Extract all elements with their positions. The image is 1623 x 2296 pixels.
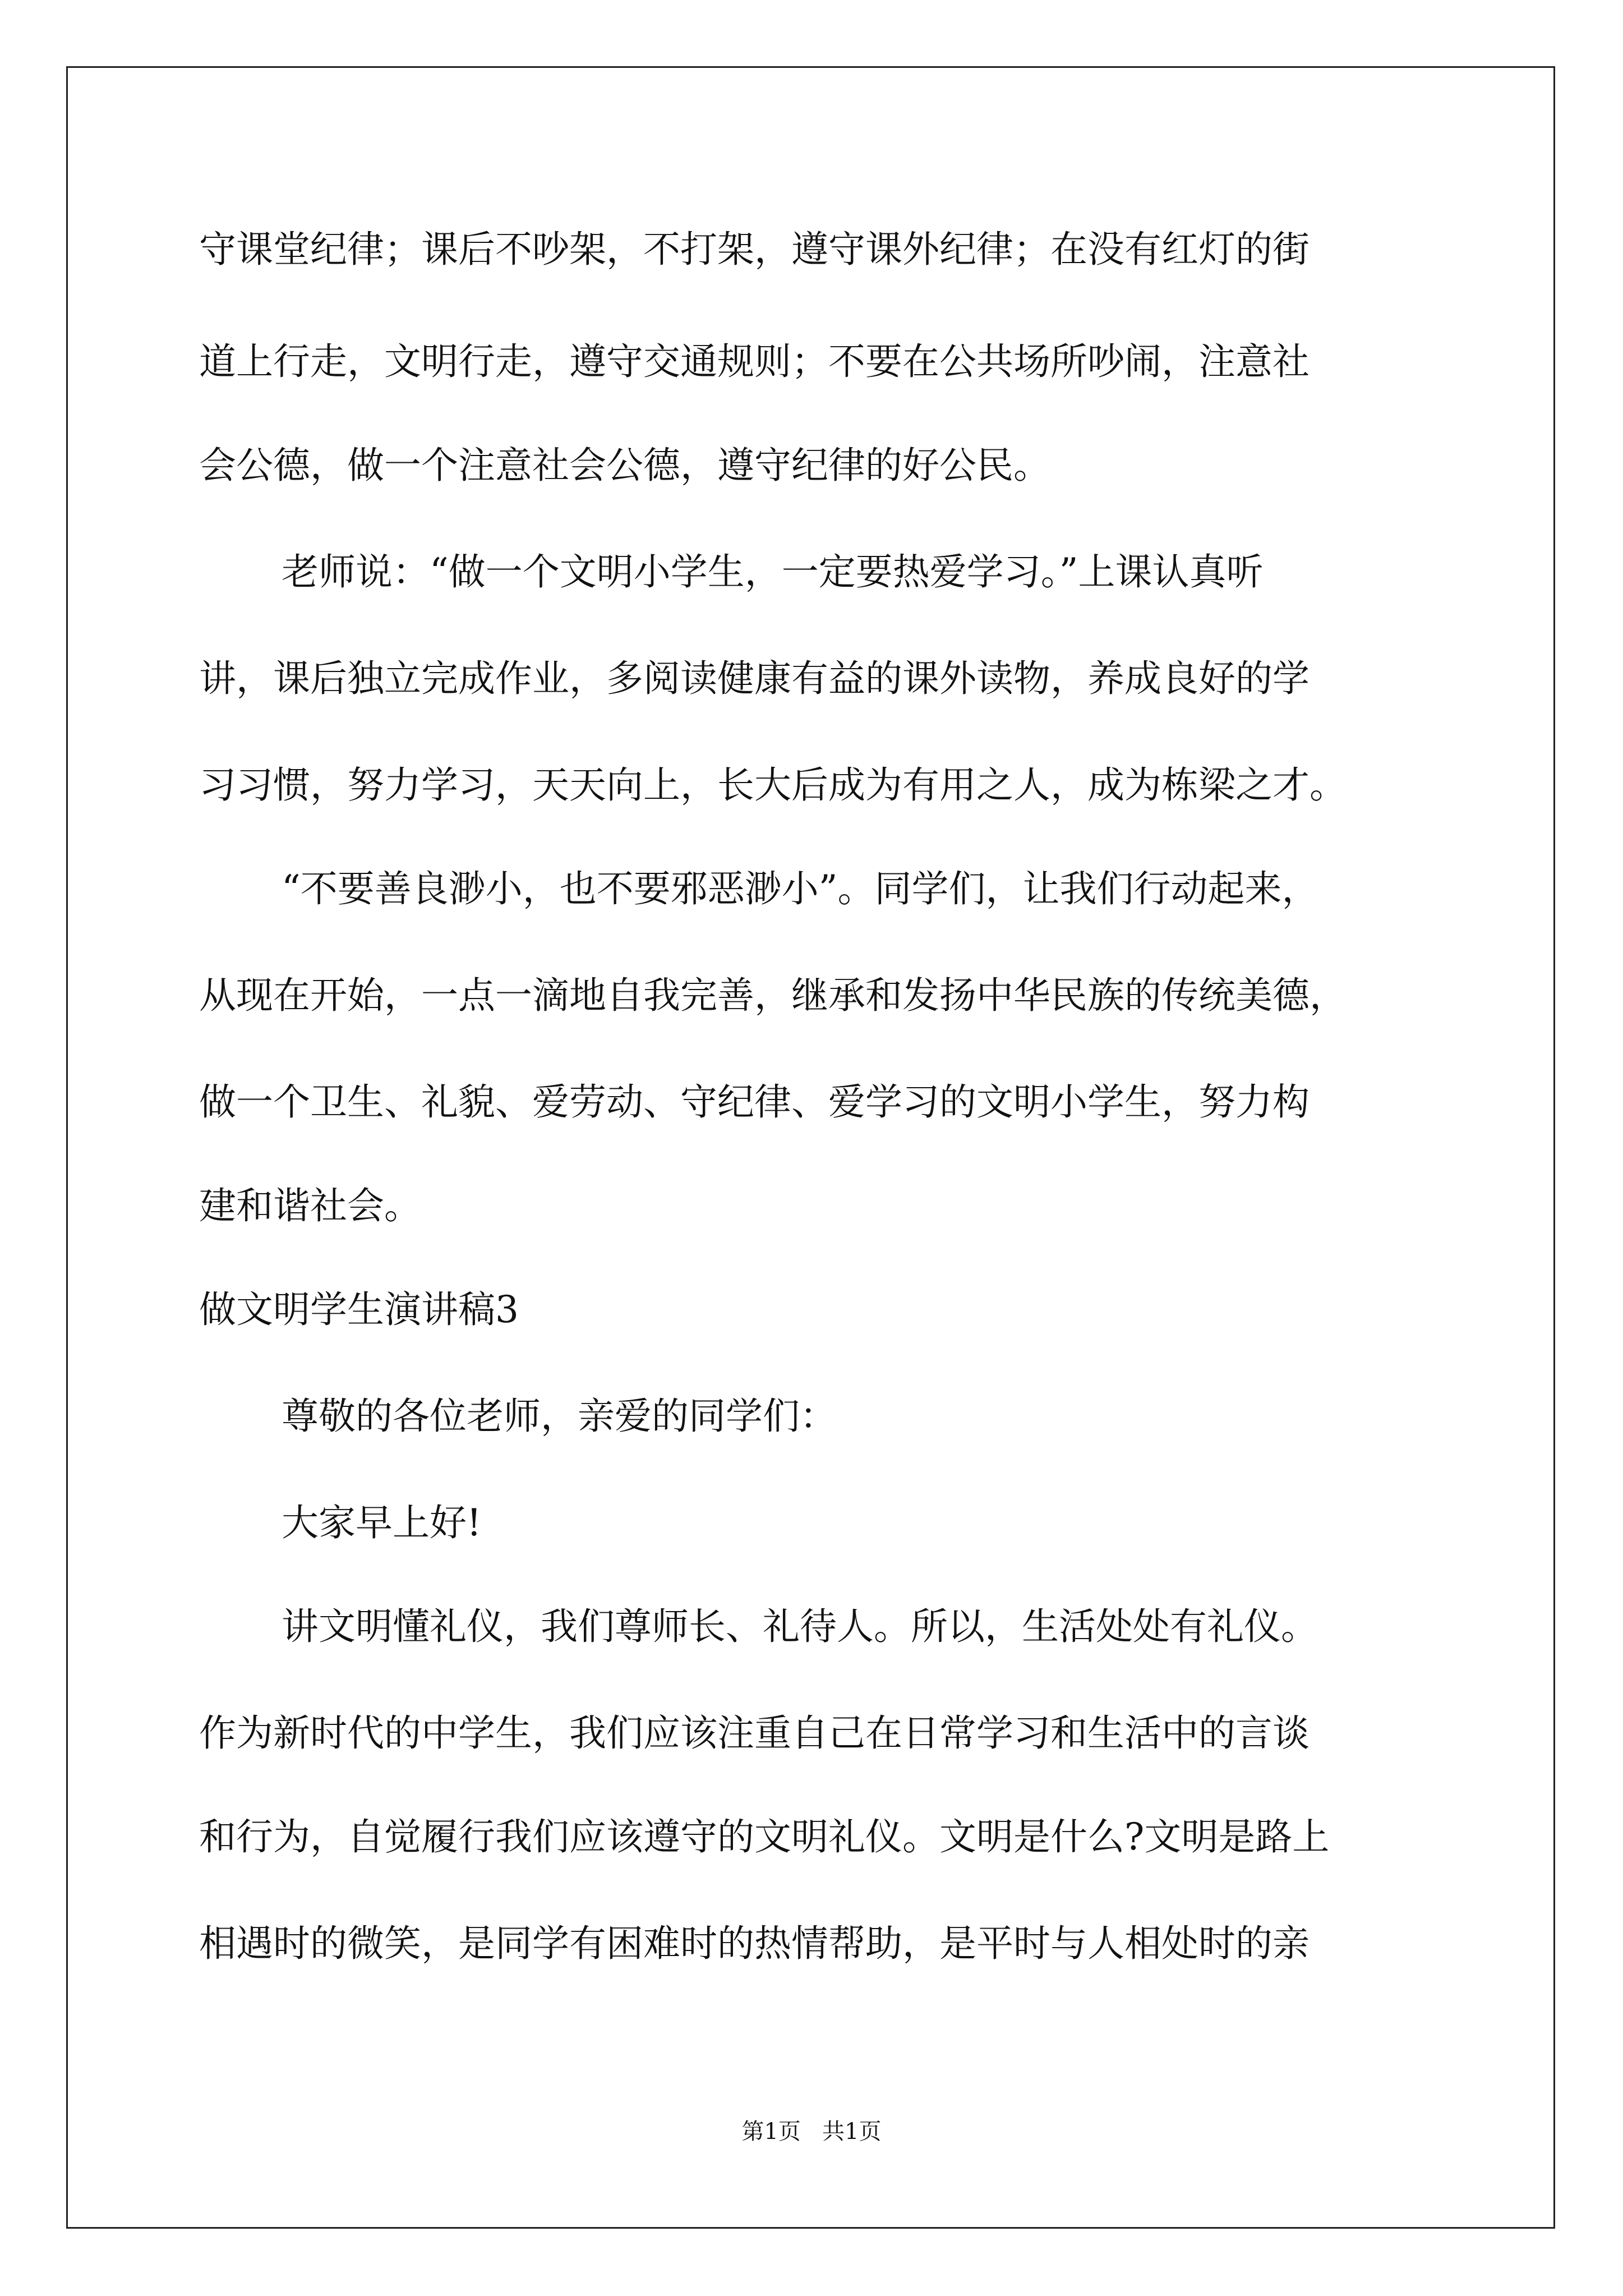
page-footer: 第1页 共1页 (741, 2119, 882, 2145)
text-line: 从现在开始，一点一滴地自我完善，继承和发扬中华民族的传统美德， (199, 974, 1347, 1017)
text-line: 老师说：“做一个文明小学生，一定要热爱学习。”上课认真听 (282, 550, 1264, 593)
text-line: 大家早上好! (282, 1501, 482, 1544)
text-line: “不要善良渺小，也不要邪恶渺小”。同学们，让我们行动起来， (282, 867, 1319, 910)
text-line: 讲，课后独立完成作业，多阅读健康有益的课外读物，养成良好的学 (199, 657, 1310, 700)
text-line: 做一个卫生、礼貌、爱劳动、守纪律、爱学习的文明小学生，努力构 (199, 1080, 1310, 1124)
text-line: 相遇时的微笑，是同学有困难时的热情帮助，是平时与人相处时的亲 (199, 1922, 1310, 1965)
page-border (66, 66, 1555, 2229)
text-line: 尊敬的各位老师，亲爱的同学们： (282, 1395, 837, 1438)
text-line: 习习惯，努力学习，天天向上，长大后成为有用之人，成为栋梁之才。 (199, 763, 1347, 807)
text-line: 建和谐社会。 (199, 1184, 421, 1227)
text-line: 守课堂纪律；课后不吵架，不打架，遵守课外纪律；在没有红灯的街 (199, 228, 1310, 271)
text-line: 会公德，做一个注意社会公德，遵守纪律的好公民。 (199, 444, 1050, 487)
text-line: 讲文明懂礼仪，我们尊师长、礼待人。所以，生活处处有礼仪。 (282, 1605, 1318, 1648)
section-heading: 做文明学生演讲稿3 (199, 1288, 519, 1331)
text-line: 道上行走，文明行走，遵守交通规则；不要在公共场所吵闹，注意社 (199, 340, 1310, 383)
text-line: 和行为，自觉履行我们应该遵守的文明礼仪。文明是什么?文明是路上 (199, 1815, 1330, 1858)
text-line: 作为新时代的中学生，我们应该注重自己在日常学习和生活中的言谈 (199, 1711, 1310, 1755)
